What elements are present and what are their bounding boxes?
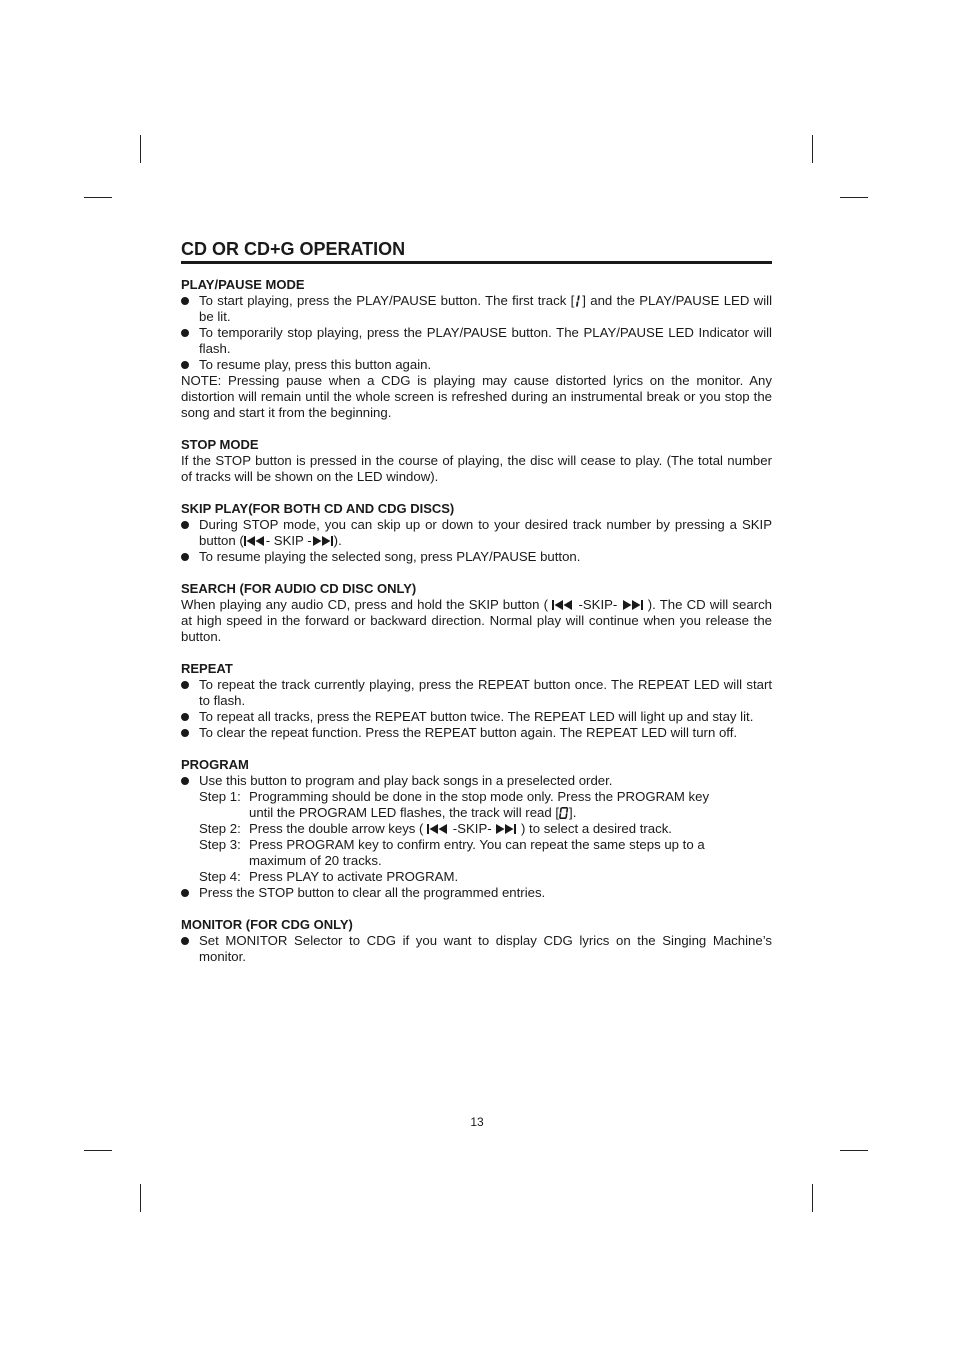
list-item: To start playing, press the PLAY/PAUSE button. The first track [ ] and the PLAY/PAUSE LED will be lit. [181,293,772,325]
bullet-icon [181,777,189,785]
note-paragraph: NOTE: Pressing pause when a CDG is playing may cause distorted lyrics on the monitor. Any distortion will remain until the whole screen is refreshed during an instrumental break or you stop the song and start it from the beginning. [181,373,772,420]
list-item: To resume playing the selected song, press PLAY/PAUSE button. [181,549,772,565]
page-title: CD OR CD+G OPERATION [181,239,406,259]
list-item: To resume play, press this button again. [181,357,772,373]
section-heading: MONITOR (FOR CDG ONLY) [181,917,353,932]
bullet-icon [181,553,189,561]
skip-back-icon [552,600,574,610]
bullet-icon [181,889,189,897]
list-item: To repeat all tracks, press the REPEAT button twice. The REPEAT LED will light up and stay lit. [181,709,772,725]
section-monitor [181,917,772,965]
crop-mark-bottom-left [140,1184,141,1212]
skip-forward-icon [312,536,334,546]
crop-mark-top-right [812,135,813,163]
skip-back-icon [427,824,449,834]
section-stop [181,437,772,485]
section-play-pause [181,277,772,421]
section-heading: REPEAT [181,661,233,676]
program-step-2: Step 2: Press the double arrow keys ( -SKIP- ) to select a desired track. [199,821,672,836]
list-item: To repeat the track currently playing, press the REPEAT button once. The REPEAT LED will start to flash. [181,677,772,709]
skip-forward-icon [495,824,517,834]
crop-mark-bottom-left [84,1150,112,1151]
led-digit-zero-icon [559,807,569,819]
paragraph: When playing any audio CD, press and hold the SKIP button ( -SKIP- ). The CD will search at high speed in the forward or backward direction. Normal play will continue when you release the button. [181,597,772,644]
section-search [181,581,772,645]
skip-back-icon [244,536,266,546]
list-item: During STOP mode, you can skip up or down to your desired track number by pressing a SKIP button ( - SKIP - ). [181,517,772,549]
manual-page-content [181,238,772,981]
crop-mark-top-right [840,197,868,198]
bullet-icon [181,329,189,337]
bullet-icon [181,937,189,945]
section-heading: PLAY/PAUSE MODE [181,277,305,292]
crop-mark-bottom-right [812,1184,813,1212]
skip-forward-icon [622,600,644,610]
section-program [181,757,772,901]
section-repeat [181,661,772,741]
section-heading: PROGRAM [181,757,249,772]
paragraph: If the STOP button is pressed in the course of playing, the disc will cease to play. (The total number of tracks will be shown on the LED window). [181,453,772,484]
bullet-icon [181,521,189,529]
bullet-icon [181,297,189,305]
list-item: Press the STOP button to clear all the programmed entries. [181,885,772,901]
list-item: Set MONITOR Selector to CDG if you want to display CDG lyrics on the Singing Machine’s monitor. [181,933,772,965]
crop-mark-top-left [84,197,112,198]
program-step-4: Step 4: Press PLAY to activate PROGRAM. [199,869,459,884]
bullet-icon [181,713,189,721]
crop-mark-top-left [140,135,141,163]
program-step-3: Step 3: Press PROGRAM key to confirm entry. You can repeat the same steps up to a maximum of 20 tracks. [199,837,705,868]
section-heading: SEARCH (FOR AUDIO CD DISC ONLY) [181,581,417,596]
program-step-1: Step 1: Programming should be done in the stop mode only. Press the PROGRAM key until the PROGRAM LED flashes, the track will read [ ]. [199,789,710,820]
crop-mark-bottom-right [840,1150,868,1151]
list-item: To temporarily stop playing, press the PLAY/PAUSE button. The PLAY/PAUSE LED Indicator will flash. [181,325,772,357]
page-number: 13 [470,1115,484,1129]
section-skip-play [181,501,772,565]
list-item: Use this button to program and play back songs in a preselected order. [181,773,772,789]
title-rule [181,261,772,264]
section-heading: STOP MODE [181,437,259,452]
list-item: To clear the repeat function. Press the REPEAT button again. The REPEAT LED will turn off. [181,725,772,741]
bullet-icon [181,681,189,689]
bullet-icon [181,729,189,737]
section-heading: SKIP PLAY(FOR BOTH CD AND CDG DISCS) [181,501,455,516]
bullet-icon [181,361,189,369]
